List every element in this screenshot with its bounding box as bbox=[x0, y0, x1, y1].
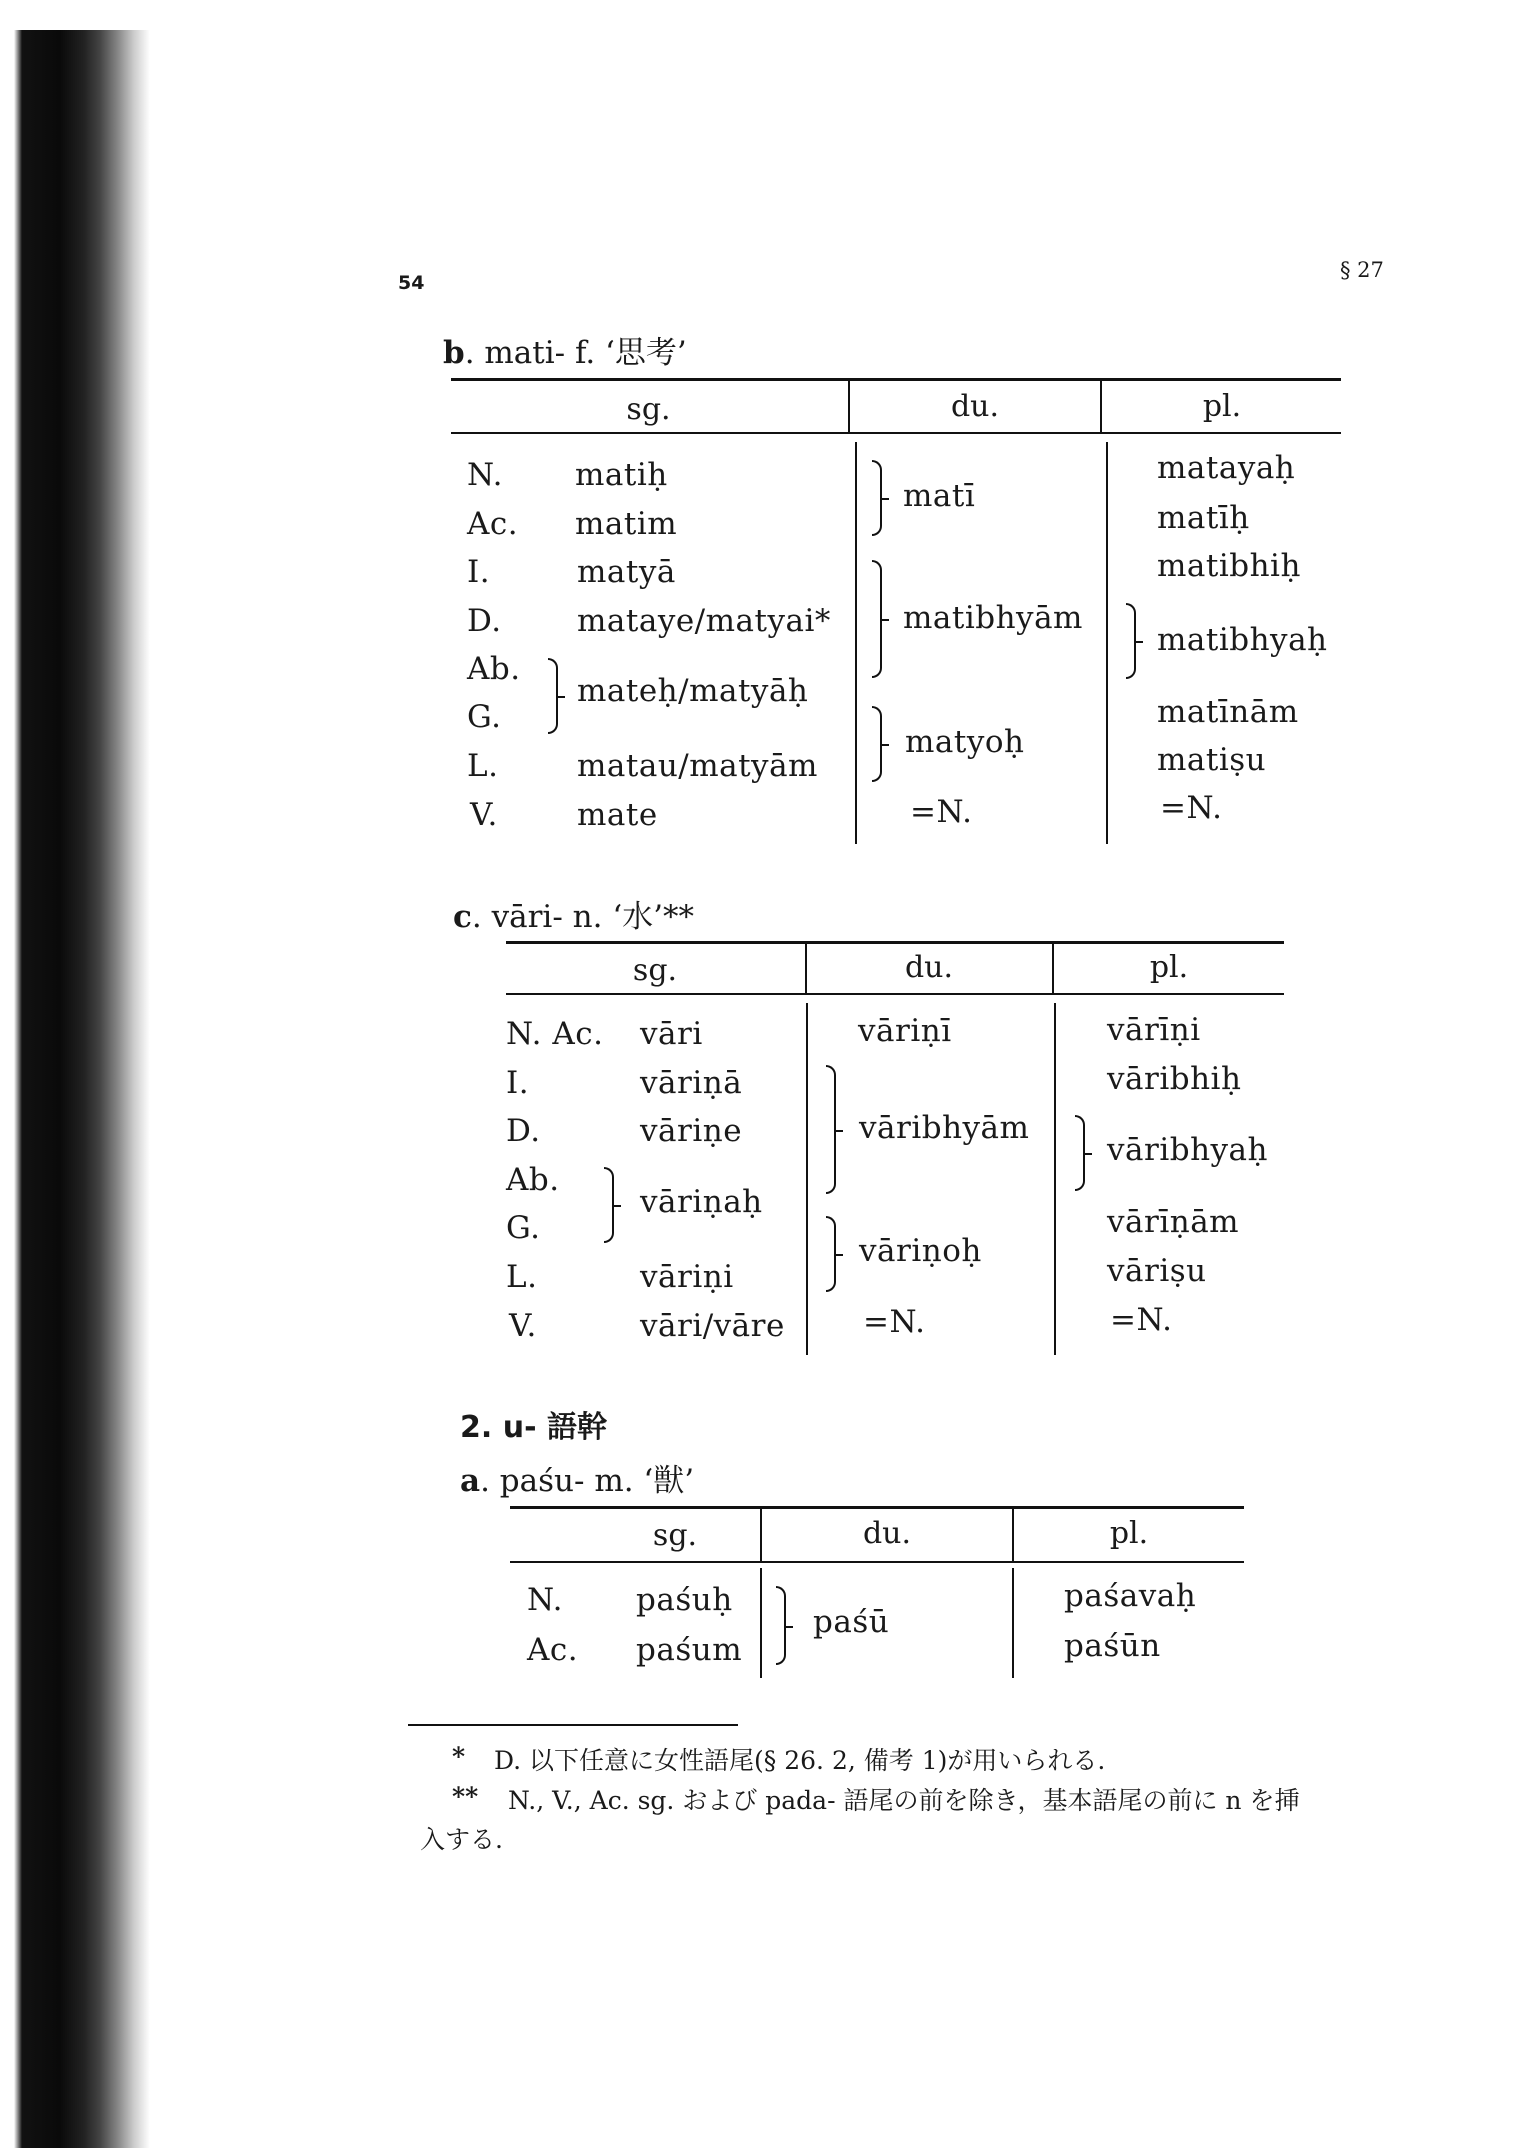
table-a-top-rule bbox=[510, 1506, 1244, 1509]
pl-form: matibhiḥ bbox=[1157, 548, 1301, 584]
page-number: 54 bbox=[398, 272, 425, 294]
table-b-header-rule bbox=[451, 432, 1341, 434]
table-a-header-sg: sg. bbox=[652, 1518, 698, 1553]
table-a-letter: a bbox=[460, 1463, 481, 1499]
du-form: =N. bbox=[910, 794, 973, 830]
footnote-marker: * bbox=[452, 1742, 466, 1771]
table-c-header-du: du. bbox=[904, 950, 954, 985]
pl-form: matiṣu bbox=[1157, 742, 1267, 778]
table-c-header-rule bbox=[506, 993, 1284, 995]
footnote-text: D. 以下任意に女性語尾(§ 26. 2, 備考 1)が用いられる. bbox=[494, 1746, 1106, 1775]
table-b-divider bbox=[1106, 442, 1108, 844]
table-a-divider bbox=[1012, 1568, 1014, 1678]
case-label: N. bbox=[467, 457, 503, 493]
pl-form: matīḥ bbox=[1157, 500, 1250, 536]
pl-form: vāribhyaḥ bbox=[1107, 1132, 1268, 1168]
du-form: vāribhyām bbox=[859, 1110, 1030, 1146]
table-c-header-sg: sg. bbox=[632, 953, 678, 988]
brace bbox=[872, 560, 882, 678]
case-label: G. bbox=[506, 1210, 541, 1246]
table-b-heading bbox=[443, 327, 687, 372]
section-2-heading bbox=[460, 1402, 607, 1446]
pl-form: matayaḥ bbox=[1157, 450, 1296, 486]
table-a-heading bbox=[460, 1455, 694, 1500]
table-b-divider bbox=[855, 442, 857, 844]
table-b-title: . mati- f. ‘思考’ bbox=[464, 335, 687, 371]
du-form: paśū bbox=[813, 1604, 890, 1640]
table-b-letter: b bbox=[443, 335, 465, 371]
pl-form: matīnām bbox=[1157, 694, 1299, 730]
sg-form: paśuḥ bbox=[636, 1582, 733, 1618]
brace bbox=[872, 706, 882, 782]
table-c-title: . vāri- n. ‘水’** bbox=[471, 899, 695, 935]
case-label: L. bbox=[467, 748, 499, 784]
section-2-title: u- 語幹 bbox=[502, 1410, 607, 1445]
brace bbox=[776, 1586, 786, 1665]
pl-form: vāriṣu bbox=[1107, 1253, 1207, 1289]
table-c-header-pl: pl. bbox=[1149, 950, 1189, 985]
case-label: Ab. bbox=[467, 651, 521, 687]
pl-form: paśūn bbox=[1064, 1628, 1161, 1664]
table-a-header-du: du. bbox=[862, 1516, 912, 1551]
footnote-marker: ** bbox=[452, 1782, 479, 1811]
table-a-header-pl: pl. bbox=[1109, 1516, 1149, 1551]
case-label: Ac. bbox=[467, 506, 519, 542]
brace bbox=[548, 658, 558, 734]
case-label: D. bbox=[467, 603, 502, 639]
section-2-number: 2. bbox=[460, 1410, 493, 1445]
du-form: matyoḥ bbox=[905, 724, 1025, 760]
table-a-header-rule bbox=[510, 1561, 1244, 1563]
case-label: G. bbox=[467, 699, 502, 735]
pl-form: =N. bbox=[1110, 1302, 1173, 1338]
sg-form: mataye/matyai* bbox=[577, 603, 831, 639]
sg-form: mateḥ/matyāḥ bbox=[577, 673, 809, 709]
pl-form: vārīṇām bbox=[1107, 1204, 1240, 1240]
du-form: matī bbox=[903, 478, 976, 514]
case-label: N. bbox=[527, 1582, 563, 1618]
pl-form: paśavaḥ bbox=[1064, 1578, 1197, 1614]
case-label: N. Ac. bbox=[506, 1016, 604, 1052]
table-c-divider bbox=[806, 1003, 808, 1355]
footnote-continuation: 入する. bbox=[420, 1825, 503, 1854]
case-label: D. bbox=[506, 1113, 541, 1149]
du-form: matibhyām bbox=[903, 600, 1083, 636]
brace bbox=[872, 460, 882, 536]
spine-top-blank bbox=[0, 0, 150, 30]
table-c-divider bbox=[1054, 1003, 1056, 1355]
case-label: V. bbox=[509, 1308, 537, 1344]
pl-form: =N. bbox=[1160, 790, 1223, 826]
brace bbox=[1075, 1115, 1085, 1191]
case-label: I. bbox=[467, 554, 491, 590]
case-label: V. bbox=[470, 797, 498, 833]
case-label: Ac. bbox=[527, 1632, 579, 1668]
table-b-header-sg: sg. bbox=[626, 392, 671, 427]
brace bbox=[826, 1065, 836, 1194]
sg-form: vāriṇaḥ bbox=[640, 1184, 763, 1220]
book-spine-shadow bbox=[0, 0, 150, 2148]
du-form: vāriṇī bbox=[858, 1013, 952, 1049]
sg-form: vāri/vāre bbox=[640, 1308, 785, 1344]
table-a-divider bbox=[760, 1568, 762, 1678]
pl-form: vāribhiḥ bbox=[1107, 1061, 1242, 1097]
du-form: =N. bbox=[863, 1304, 926, 1340]
sg-form: matiḥ bbox=[575, 457, 668, 493]
sg-form: vāriṇā bbox=[640, 1065, 743, 1101]
sg-form: mate bbox=[577, 797, 658, 833]
table-a-title: . paśu- m. ‘獣’ bbox=[480, 1463, 695, 1499]
sg-form: matim bbox=[575, 506, 678, 542]
sg-form: vāri bbox=[640, 1016, 703, 1052]
table-c-letter: c bbox=[453, 899, 472, 935]
table-b-top-rule bbox=[451, 378, 1341, 381]
section-marker: § 27 bbox=[1340, 258, 1384, 282]
sg-form: paśum bbox=[636, 1632, 743, 1668]
brace bbox=[1126, 603, 1136, 679]
sg-form: matau/matyām bbox=[577, 748, 818, 784]
du-form: vāriṇoḥ bbox=[859, 1233, 982, 1269]
table-c-top-rule bbox=[506, 941, 1284, 944]
table-c-heading bbox=[453, 891, 694, 936]
footnote-text: N., V., Ac. sg. および pada- 語尾の前を除き，基本語尾の前に n を挿 bbox=[508, 1786, 1300, 1815]
pl-form: vārīṇi bbox=[1107, 1012, 1201, 1048]
case-label: Ab. bbox=[506, 1162, 560, 1198]
sg-form: vāriṇi bbox=[640, 1259, 734, 1295]
table-b-header-pl: pl. bbox=[1202, 389, 1242, 424]
sg-form: matyā bbox=[577, 554, 676, 590]
case-label: I. bbox=[506, 1065, 530, 1101]
brace bbox=[604, 1167, 614, 1243]
brace bbox=[826, 1216, 836, 1292]
footnote-rule bbox=[408, 1724, 738, 1726]
pl-form: matibhyaḥ bbox=[1157, 622, 1328, 658]
sg-form: vāriṇe bbox=[640, 1113, 743, 1149]
table-b-header-du: du. bbox=[950, 389, 1000, 424]
case-label: L. bbox=[506, 1259, 538, 1295]
